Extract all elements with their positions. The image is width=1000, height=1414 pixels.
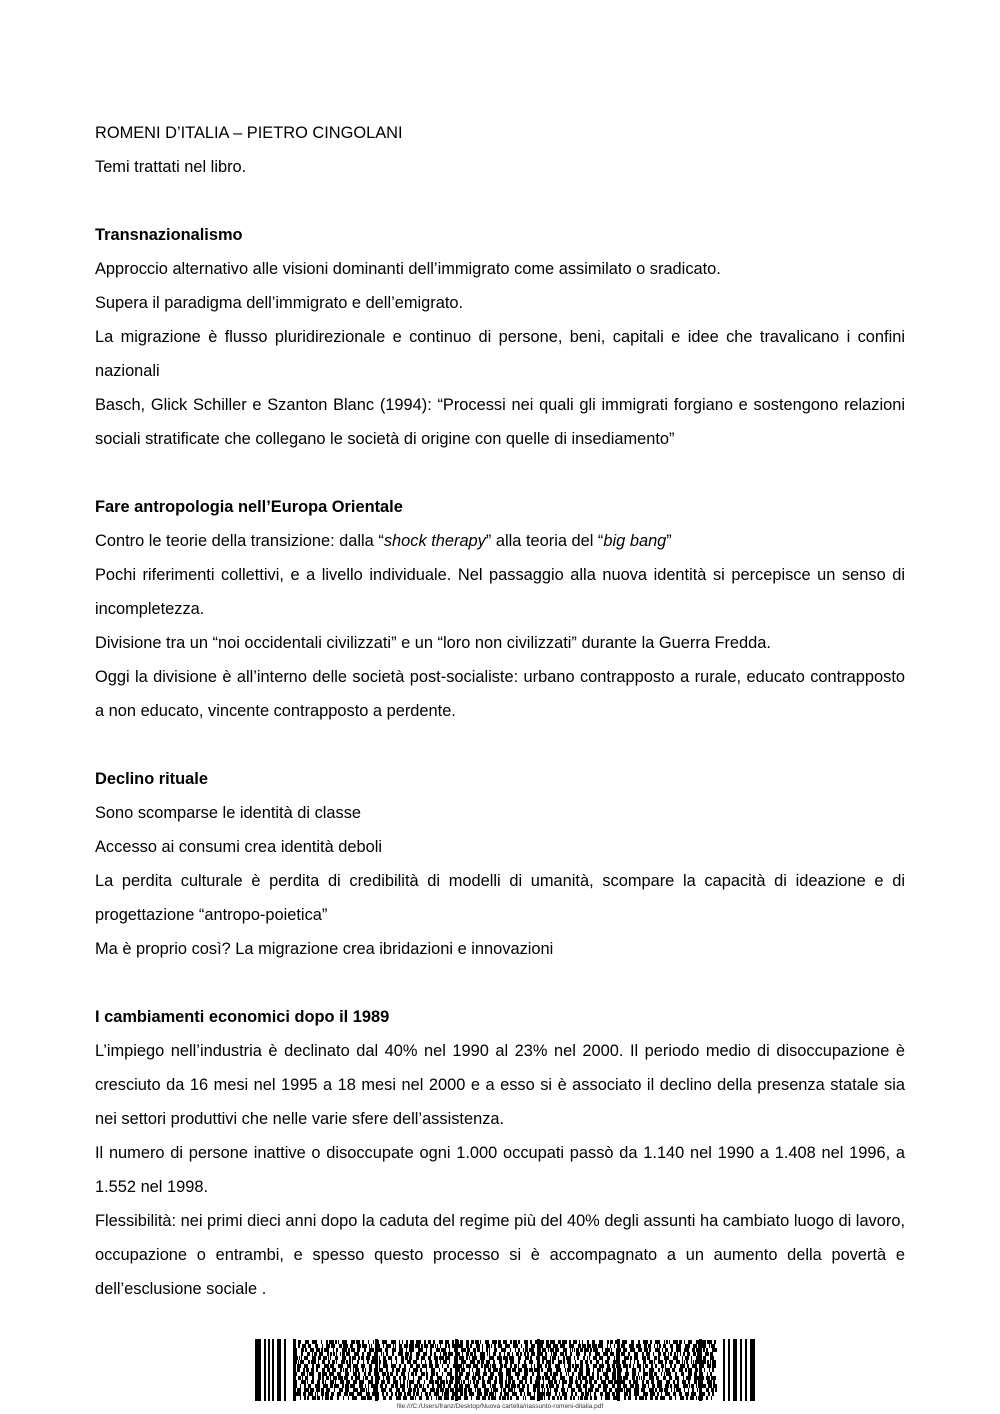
paragraph: L’impiego nell’industria è declinato dal 40% nel 1990 al 23% nel 2000. Il periodo medio di disoccupazione è cresciuto da 16 mesi nel 1995 a 18 mesi nel 2000 e a esso si è associato il declino della presenza statale sia nei settori produttivi che nelle varie sfere dell’assistenza. <box>95 1042 905 1128</box>
section-heading: Declino rituale <box>95 770 208 788</box>
document-subtitle: Temi trattati nel libro. <box>95 158 247 176</box>
paragraph: Pochi riferimenti collettivi, e a livello individuale. Nel passaggio alla nuova identità si percepisce un senso di incompletezza. <box>95 566 905 618</box>
paragraph: Ma è proprio così? La migrazione crea ibridazioni e innovazioni <box>95 940 554 958</box>
text-run: ” alla teoria del “ <box>485 532 604 550</box>
barcode-graphic <box>255 1339 755 1401</box>
paragraph: Il numero di persone inattive o disoccupate ogni 1.000 occupati passò da 1.140 nel 1990 a 1.408 nel 1996, a 1.552 nel 1998. <box>95 1144 905 1196</box>
paragraph: Sono scomparse le identità di classe <box>95 804 362 822</box>
paragraph: Flessibilità: nei primi dieci anni dopo la caduta del regime più del 40% degli assunti ha cambiato luogo di lavoro, occupazione o entrambi, e spesso questo processo si è accompagnato a un aumento della povertà e dell’esclusione sociale . <box>95 1212 905 1298</box>
file-path-footer: file:///C:/Users/franz/Desktop/Nuova cartella/riassunto-romeni-ditalia.pdf <box>396 1403 604 1410</box>
document-body <box>95 116 905 1306</box>
paragraph: La perdita culturale è perdita di credibilità di modelli di umanità, scompare la capacità di ideazione e di progettazione “antropo-poietica” <box>95 872 905 924</box>
italic-term: big bang <box>603 532 667 550</box>
paragraph: La migrazione è flusso pluridirezionale e continuo di persone, beni, capitali e idee che travalicano i confini nazionali <box>95 328 905 380</box>
paragraph: Oggi la divisione è all’interno delle società post-socialiste: urbano contrapposto a rurale, educato contrapposto a non educato, vincente contrapposto a perdente. <box>95 668 905 720</box>
paragraph: Approccio alternativo alle visioni dominanti dell’immigrato come assimilato o sradicato. <box>95 260 721 278</box>
paragraph: Divisione tra un “noi occidentali civilizzati” e un “loro non civilizzati” durante la Guerra Fredda. <box>95 634 771 652</box>
text-run: Contro le teorie della transizione: dalla “ <box>95 532 384 550</box>
section-heading: I cambiamenti economici dopo il 1989 <box>95 1008 390 1026</box>
section-heading: Transnazionalismo <box>95 226 243 244</box>
italic-term: shock therapy <box>383 532 486 550</box>
paragraph: Accesso ai consumi crea identità deboli <box>95 838 382 856</box>
paragraph: Supera il paradigma dell’immigrato e dell’emigrato. <box>95 294 464 312</box>
text-run: ” <box>666 532 672 550</box>
section-heading: Fare antropologia nell’Europa Orientale <box>95 498 403 516</box>
paragraph: Basch, Glick Schiller e Szanton Blanc (1994): “Processi nei quali gli immigrati forgiano e sostengono relazioni sociali stratificate che collegano le società di origine con quelle di insediamento” <box>95 396 905 448</box>
document-title: ROMENI D’ITALIA – PIETRO CINGOLANI <box>95 124 403 142</box>
barcode-icon <box>255 1339 755 1401</box>
paragraph <box>95 524 905 558</box>
